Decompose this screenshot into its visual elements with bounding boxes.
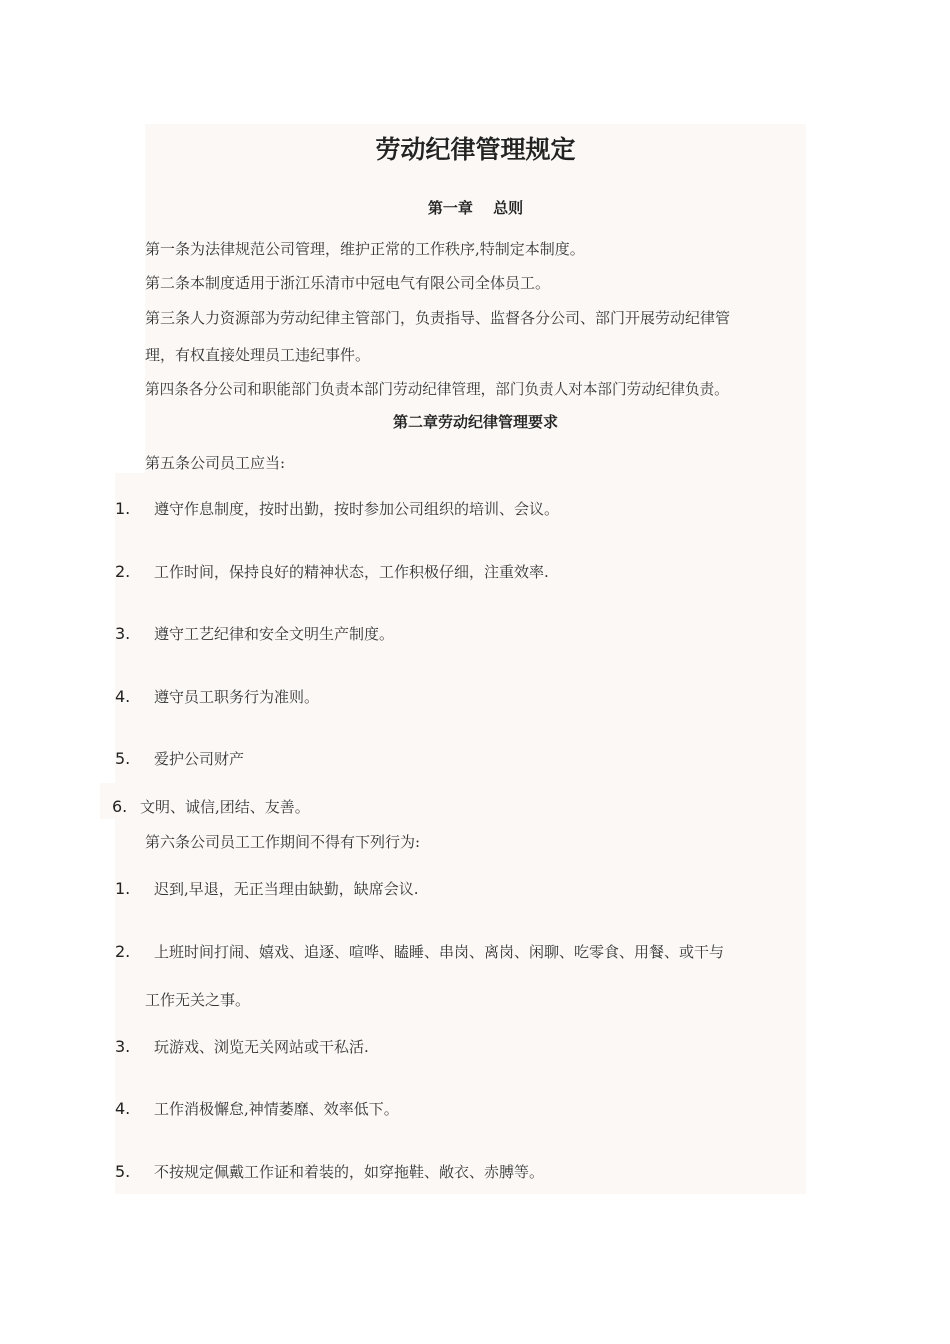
list-item: 不按规定佩戴工作证和着装的，如穿拖鞋、敞衣、赤膊等。: [154, 1163, 545, 1181]
list-item: 遵守工艺纪律和安全文明生产制度。: [154, 625, 395, 643]
chapter-1-heading: 第一章 总则: [427, 199, 524, 217]
list-item: 爱护公司财产: [154, 750, 245, 768]
list-item-number: 5.: [115, 1162, 131, 1181]
list-item: 遵守作息制度，按时出勤，按时参加公司组织的培训、会议。: [154, 500, 560, 518]
list-item-number: 3.: [115, 624, 131, 643]
article-1: 第一条为法律规范公司管理，维护正常的工作秩序,特制定本制度。: [145, 240, 585, 258]
list-item-number: 2.: [115, 562, 131, 581]
list-item-number: 3.: [115, 1037, 131, 1056]
list-item-continued: 工作无关之事。: [145, 991, 251, 1009]
list-item: 玩游戏、浏览无关网站或干私活.: [154, 1038, 369, 1056]
list-item-number: 1.: [115, 499, 131, 518]
article-5-intro: 第五条公司员工应当:: [145, 454, 286, 472]
list-item: 迟到,早退，无正当理由缺勤，缺席会议.: [154, 880, 419, 898]
document-title: 劳动纪律管理规定: [375, 135, 576, 164]
list-item: 遵守员工职务行为准则。: [154, 688, 320, 706]
list-item-number: 4.: [115, 1099, 131, 1118]
article-4: 第四条各分公司和职能部门负责本部门劳动纪律管理，部门负责人对本部门劳动纪律负责。: [145, 381, 729, 398]
article-6-intro: 第六条公司员工工作期间不得有下列行为:: [145, 833, 421, 851]
list-item: 工作消极懈怠,神情萎靡、效率低下。: [154, 1100, 399, 1118]
list-item: 文明、诚信,团结、友善。: [140, 798, 310, 816]
list-item-number: 2.: [115, 942, 131, 961]
list-item-number: 4.: [115, 687, 131, 706]
article-2: 第二条本制度适用于浙江乐清市中冠电气有限公司全体员工。: [145, 274, 551, 292]
list-item: 工作时间，保持良好的精神状态，工作积极仔细，注重效率.: [154, 563, 549, 581]
list-item-number: 6.: [112, 797, 128, 816]
list-item-number: 1.: [115, 879, 131, 898]
article-3-continued: 理，有权直接处理员工违纪事件。: [145, 346, 371, 364]
list-item-number: 5.: [115, 749, 131, 768]
list-item: 上班时间打闹、嬉戏、追逐、喧哗、瞌睡、串岗、离岗、闲聊、吃零食、用餐、或干与: [154, 943, 725, 961]
article-3: 第三条人力资源部为劳动纪律主管部门，负责指导、监督各分公司、部门开展劳动纪律管: [145, 309, 731, 327]
chapter-2-heading: 第二章劳动纪律管理要求: [392, 413, 558, 431]
